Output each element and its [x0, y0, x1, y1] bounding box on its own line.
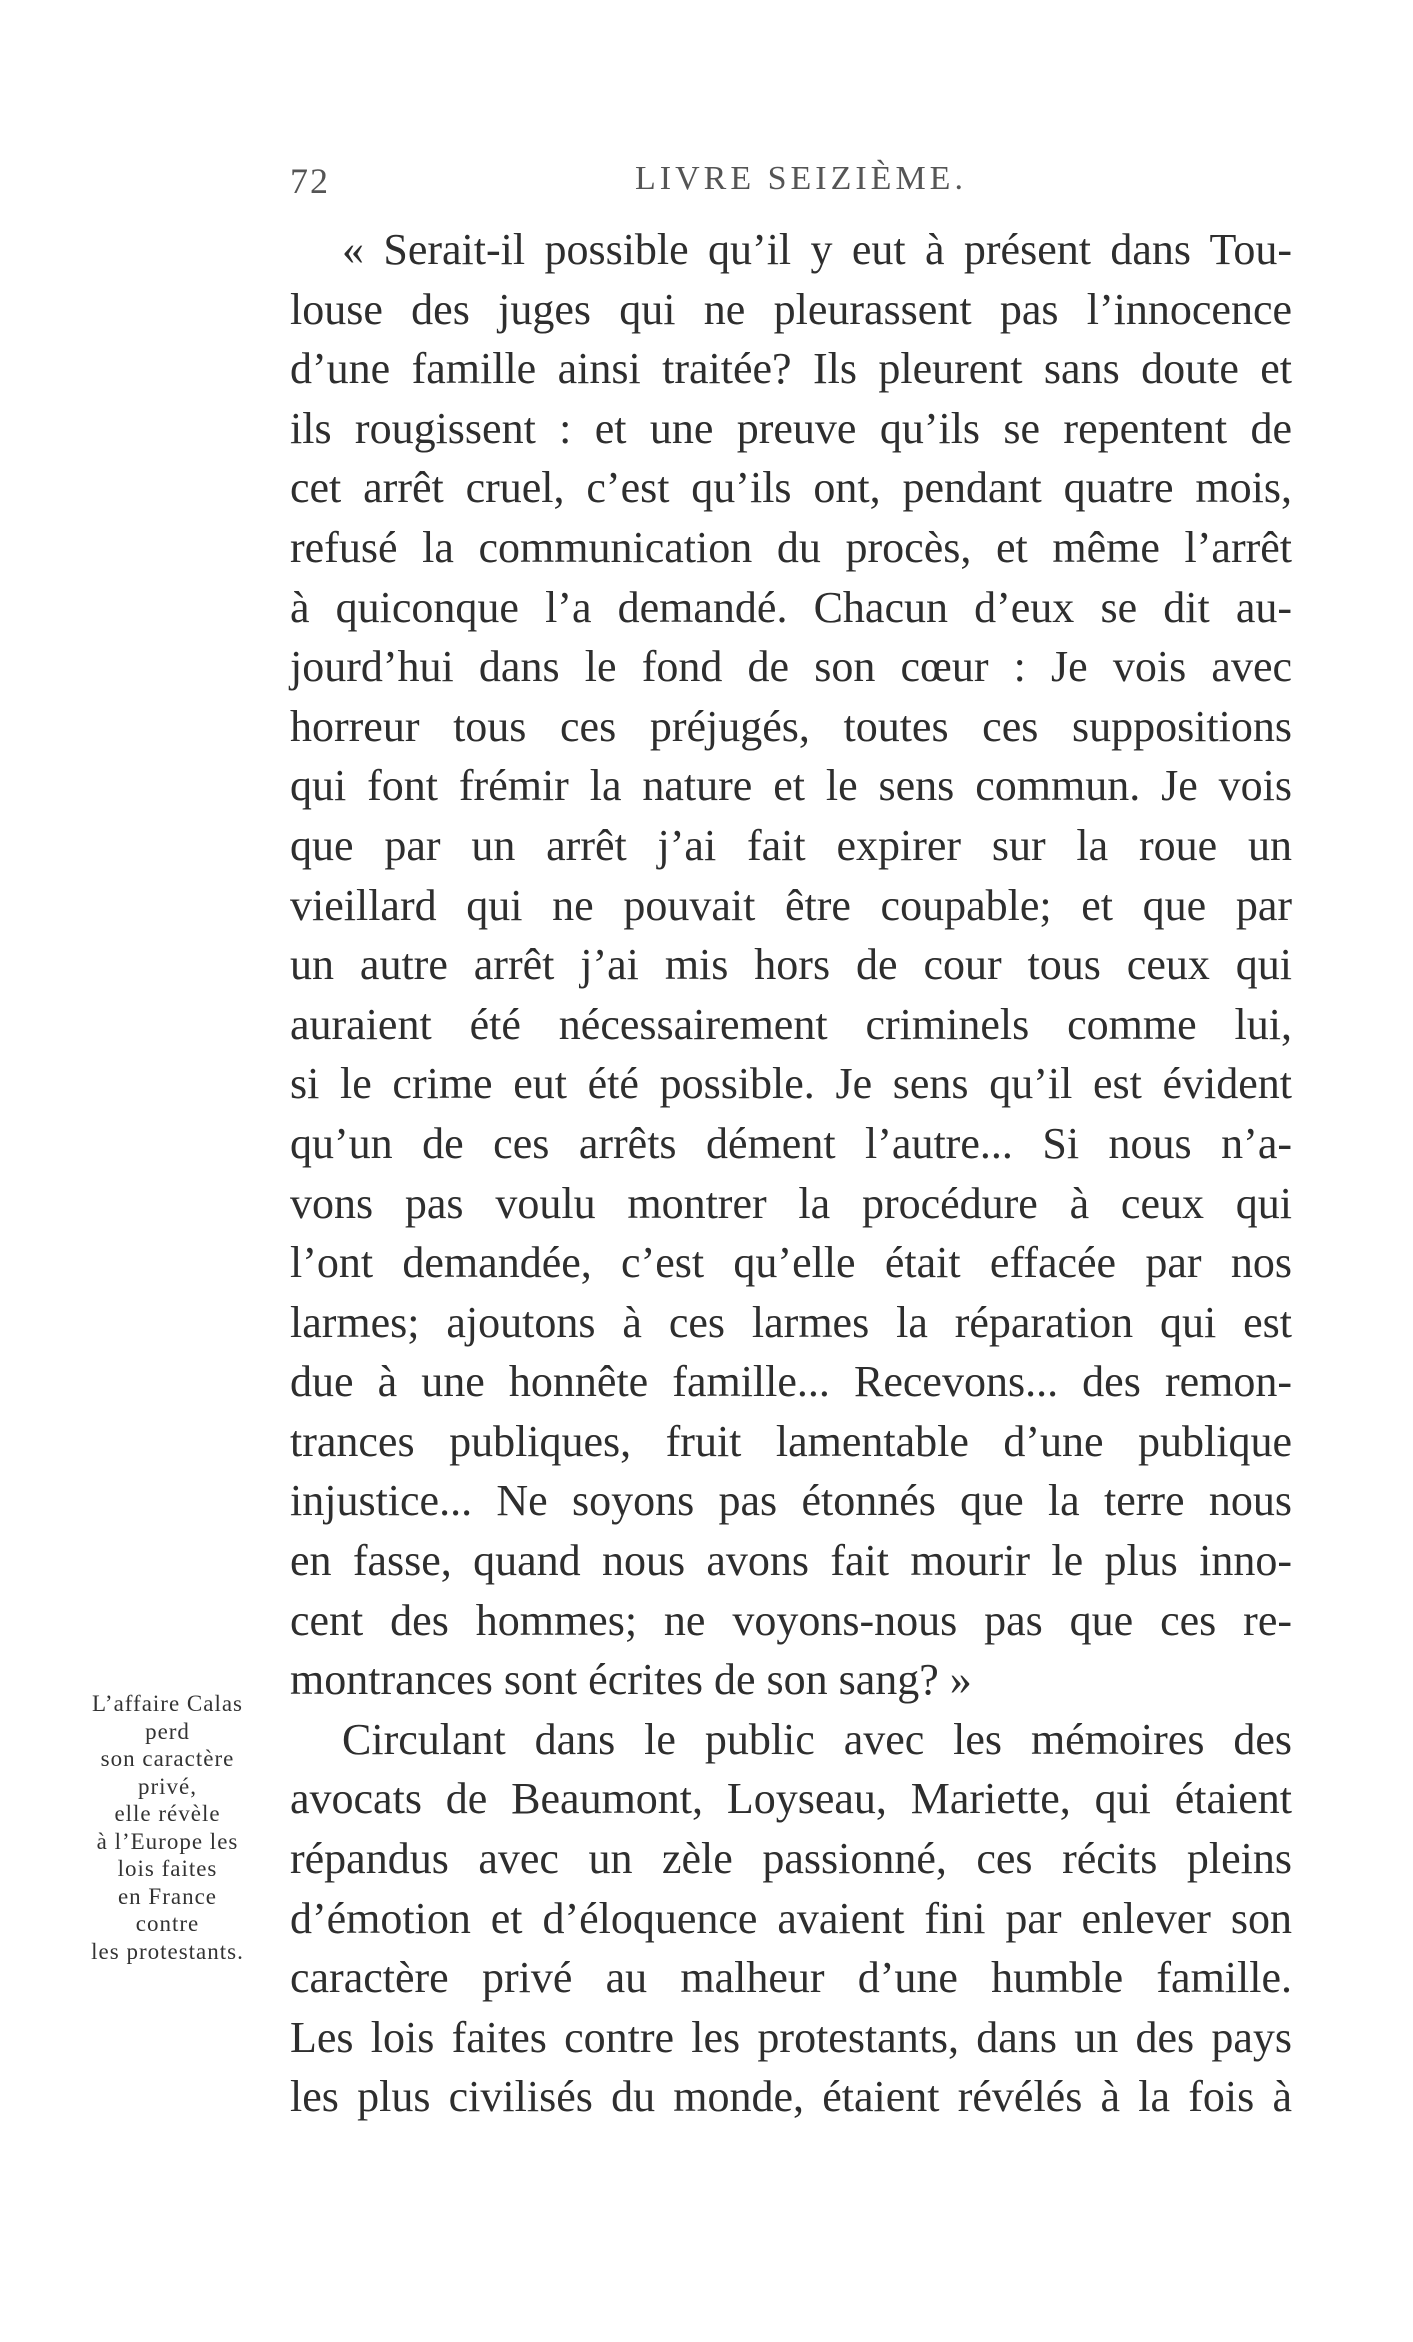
text-line: l’ont demandée, c’est qu’elle était effacée par nos — [290, 1238, 1292, 1288]
page-number: 72 — [290, 161, 330, 201]
text-line: ils rougissent : et une preuve qu’ils se repentent de — [290, 403, 1292, 453]
margin-note-line: lois faites — [117, 1856, 218, 1881]
text-line: si le crime eut été possible. Je sens qu’il est évident — [290, 1059, 1292, 1109]
text-line: louse des juges qui ne pleurassent pas l’innocence — [290, 284, 1292, 334]
text-line: qu’un de ces arrêts dément l’autre... Si nous n’a- — [290, 1118, 1292, 1168]
text-line: cet arrêt cruel, c’est qu’ils ont, pendant quatre mois, — [290, 463, 1292, 513]
text-line: vieillard qui ne pouvait être coupable; et que par — [290, 880, 1292, 930]
text-line: d’émotion et d’éloquence avaient fini par enlever son — [290, 1893, 1292, 1943]
text-line: due à une honnête famille... Recevons... des remon- — [290, 1357, 1292, 1407]
text-line: « Serait-il possible qu’il y eut à présent dans Tou- — [342, 225, 1292, 274]
text-line: à quiconque l’a demandé. Chacun d’eux se dit au- — [290, 582, 1292, 632]
text-line: caractère privé au malheur d’une humble famille. — [290, 1953, 1292, 2003]
margin-note-line: les protestants. — [91, 1938, 244, 1964]
text-line: refusé la communication du procès, et même l’arrêt — [290, 522, 1292, 572]
margin-note-line: privé, — [137, 1773, 197, 1799]
text-line: trances publiques, fruit lamentable d’une publique — [290, 1416, 1292, 1466]
running-head: LIVRE SEIZIÈME. — [635, 160, 967, 197]
text-line: auraient été nécessairement criminels comme lui, — [290, 999, 1292, 1049]
text-line: répandus avec un zèle passionné, ces récits pleins — [290, 1834, 1292, 1884]
margin-note-line: L’affaire Calas — [91, 1691, 244, 1716]
text-line: que par un arrêt j’ai fait expirer sur la roue un — [290, 820, 1292, 870]
margin-note-line: en France — [117, 1883, 218, 1909]
text-line: jourd’hui dans le fond de son cœur : Je vois avec — [290, 642, 1292, 692]
text-line: Les lois faites contre les protestants, dans un des pays — [290, 2012, 1292, 2062]
text-line: horreur tous ces préjugés, toutes ces suppositions — [290, 701, 1292, 751]
margin-note-line: elle révèle — [114, 1801, 221, 1826]
page-header — [290, 160, 1292, 210]
margin-note — [60, 1690, 275, 1965]
text-line: injustice... Ne soyons pas étonnés que la terre nous — [290, 1476, 1292, 1526]
text-line: larmes; ajoutons à ces larmes la réparation qui est — [290, 1297, 1292, 1347]
text-line: avocats de Beaumont, Loyseau, Mariette, qui étaient — [290, 1774, 1292, 1824]
text-line: vons pas voulu montrer la procédure à ceux qui — [290, 1178, 1292, 1228]
text-line: Circulant dans le public avec les mémoires des — [342, 1714, 1292, 1764]
margin-note-line: son caractère — [100, 1746, 235, 1771]
text-line: d’une famille ainsi traitée? Ils pleurent sans doute et — [290, 344, 1292, 394]
text-line: un autre arrêt j’ai mis hors de cour tous ceux qui — [290, 940, 1292, 990]
margin-note-line: contre — [135, 1911, 200, 1936]
text-line: montrances sont écrites de son sang? » — [290, 1655, 972, 1705]
body-text — [290, 220, 1292, 2127]
margin-note-line: perd — [145, 1718, 190, 1744]
text-line: cent des hommes; ne voyons-nous pas que ces re- — [290, 1595, 1292, 1645]
text-line: qui font frémir la nature et le sens commun. Je vois — [290, 761, 1292, 811]
margin-note-line: à l’Europe les — [96, 1828, 239, 1854]
text-line: en fasse, quand nous avons fait mourir le plus inno- — [290, 1536, 1292, 1586]
text-line: les plus civilisés du monde, étaient révélés à la fois à — [290, 2072, 1292, 2122]
